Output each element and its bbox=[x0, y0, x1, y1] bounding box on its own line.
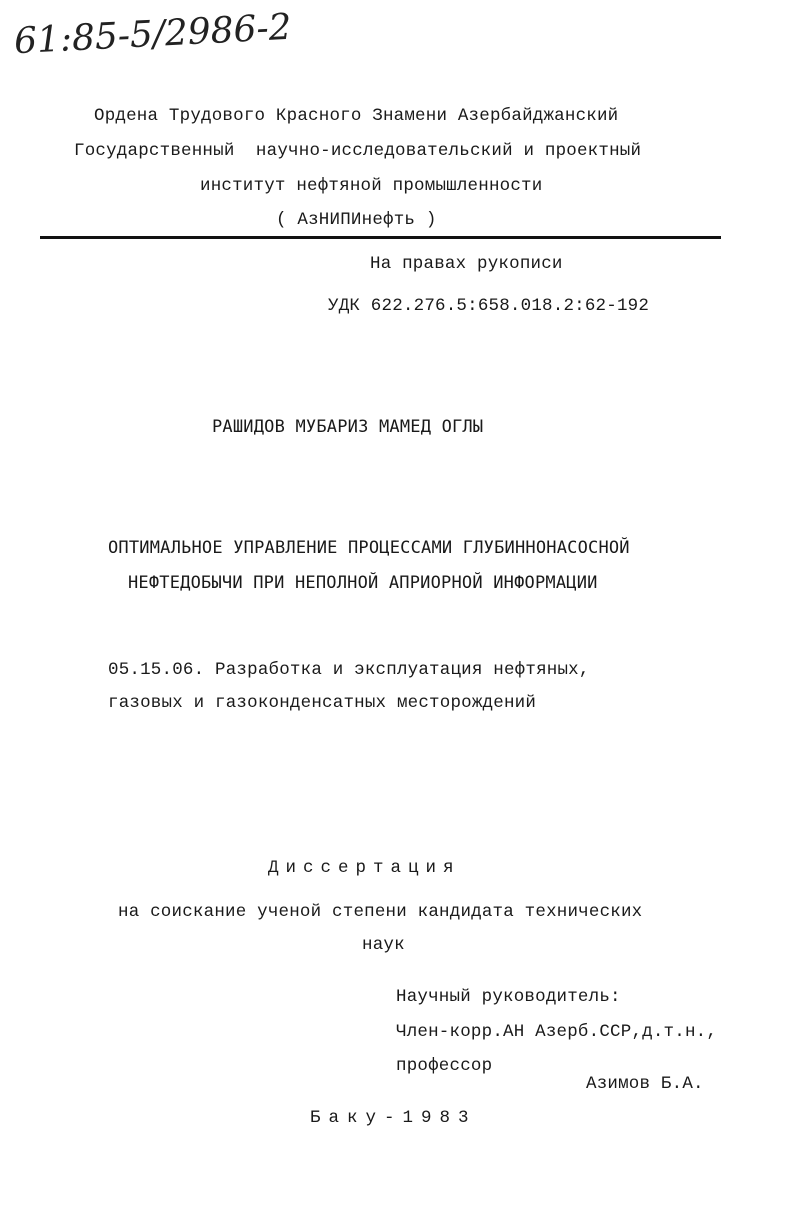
place-year: Баку-1983 bbox=[310, 1108, 477, 1128]
title-line-2: НЕФТЕДОБЫЧИ ПРИ НЕПОЛНОЙ АПРИОРНОЙ ИНФОРМАЦИИ bbox=[128, 573, 598, 593]
dissertation-heading: Диссертация bbox=[268, 858, 461, 878]
handwritten-code: 61:85-5/2986-2 bbox=[13, 6, 293, 63]
supervisor-line-2: профессор bbox=[396, 1056, 493, 1076]
specialty-line-2: газовых и газоконденсатных месторождений bbox=[108, 693, 537, 713]
title-line-1: ОПТИМАЛЬНОЕ УПРАВЛЕНИЕ ПРОЦЕССАМИ ГЛУБИННОНАСОСНОЙ bbox=[108, 538, 630, 558]
rights-notice: На правах рукописи bbox=[370, 254, 563, 274]
supervisor-label: Научный руководитель: bbox=[396, 987, 621, 1007]
supervisor-name: Азимов Б.А. bbox=[586, 1074, 704, 1094]
specialty-line-1: 05.15.06. Разработка и эксплуатация нефтяных, bbox=[108, 660, 590, 680]
dissertation-line-2: наук bbox=[362, 935, 405, 955]
header-line-1: Ордена Трудового Красного Знамени Азербайджанский bbox=[94, 106, 619, 126]
header-line-2: Государственный научно-исследовательский и проектный bbox=[74, 141, 642, 161]
supervisor-line-1: Член-корр.АН Азерб.ССР,д.т.н., bbox=[396, 1022, 718, 1042]
dissertation-line-1: на соискание ученой степени кандидата технических bbox=[118, 902, 643, 922]
header-divider bbox=[40, 236, 721, 239]
header-line-4: ( АзНИПИнефть ) bbox=[276, 210, 437, 230]
author-name: РАШИДОВ МУБАРИЗ МАМЕД ОГЛЫ bbox=[212, 417, 484, 437]
header-line-3: институт нефтяной промышленности bbox=[200, 176, 543, 196]
udk-code: УДК 622.276.5:658.018.2:62-192 bbox=[328, 296, 650, 316]
